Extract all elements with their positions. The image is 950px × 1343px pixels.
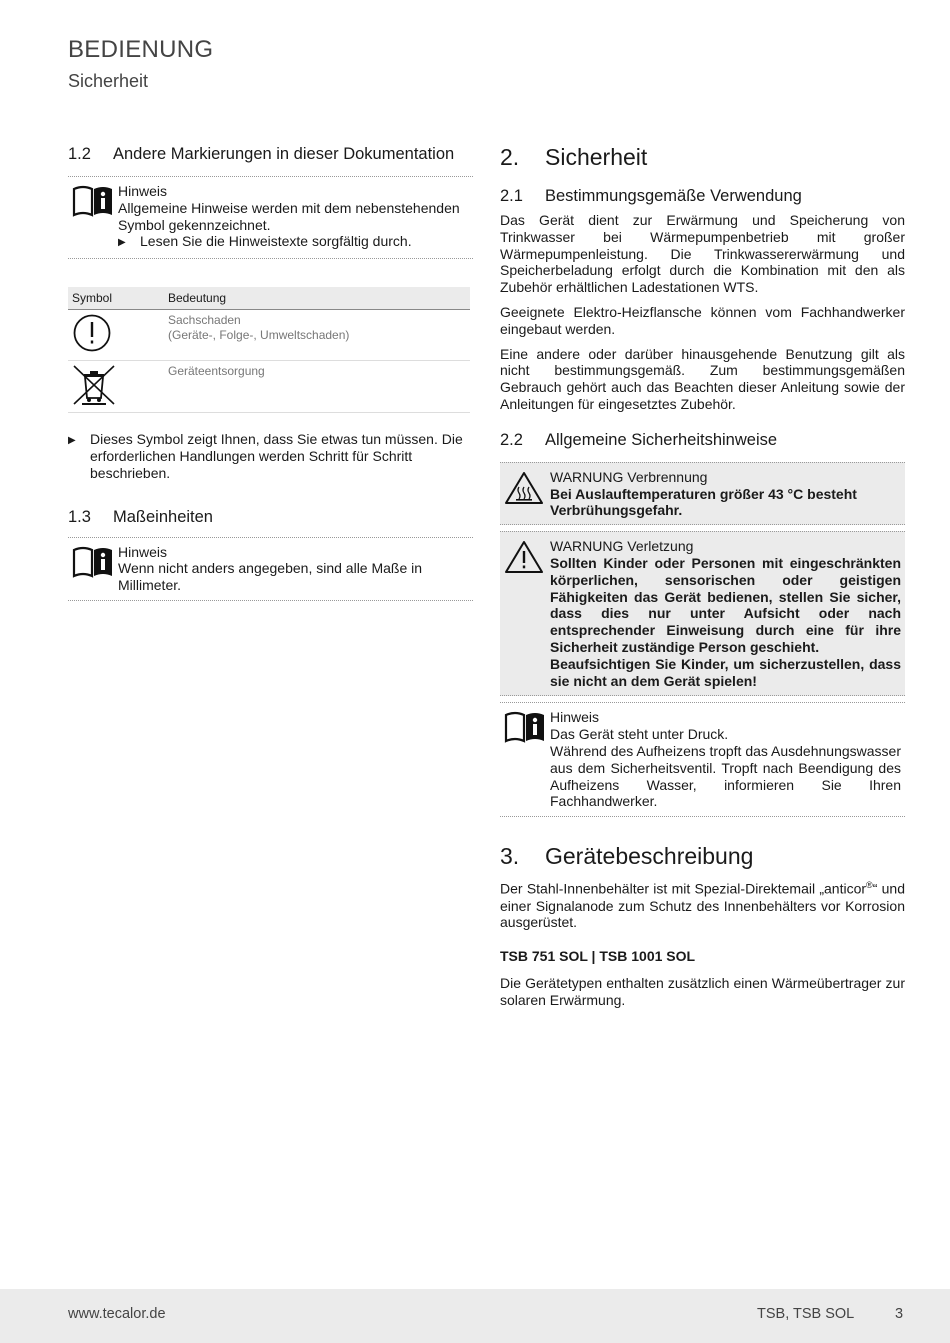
- table-header-row: [68, 287, 470, 310]
- section-number: 1.2: [68, 145, 91, 163]
- column-header-meaning: Bedeutung: [164, 287, 470, 310]
- paragraph: Die Gerätetypen enthalten zusätzlich einen Wärmeübertrager zur solaren Erwärmung.: [500, 974, 905, 1008]
- meaning-damage: Sachschaden: [168, 313, 241, 328]
- page-footer: [0, 1289, 950, 1343]
- section-number: 2.1: [500, 187, 523, 205]
- triangle-right-icon: ▶: [118, 237, 126, 249]
- paragraph-part: Der Stahl-Innenbehälter ist mit Spezial-Direktemail „anticor: [500, 880, 867, 897]
- page-header-title: BEDIENUNG: [68, 36, 214, 63]
- section-number: 2.: [500, 144, 520, 170]
- left-column: [68, 144, 473, 601]
- section-title: Gerätebeschreibung: [545, 843, 754, 870]
- meaning-disposal: Geräteentsorgung: [164, 360, 470, 413]
- section-title: Bestimmungsgemäße Verwendung: [545, 187, 802, 205]
- section-2-heading: [500, 142, 905, 172]
- exclamation-circle-icon: [72, 313, 112, 353]
- section-2-2-heading: [500, 430, 905, 450]
- action-step: [68, 431, 473, 481]
- registered-mark: ®: [866, 880, 873, 891]
- paragraph: Das Gerät dient zur Erwärmung und Speicherung von Trinkwasser bei Wärmepumpenbetrieb mit großer Wärmepumpenleistung. Die Trinkwassererwärmung und Speicherbeladung erfolgt durch die Kombination mit den als Zubehör erhältlichen Ladestationen WTS.: [500, 212, 905, 296]
- warning-box-burn: [500, 462, 905, 525]
- paragraph-part: “ und einer Signalanode zum Schutz des Innenbehälters vor Korrosion ausgerüstet.: [500, 880, 905, 931]
- section-title: Allgemeine Sicherheitshinweise: [545, 430, 778, 449]
- warning-body-supervise: Beaufsichtigen Sie Kinder, um sicherzustellen, dass sie nicht an dem Gerät spielen!: [550, 655, 901, 689]
- book-info-icon: [72, 183, 118, 252]
- hint-body: Das Gerät steht unter Druck.: [550, 726, 729, 743]
- model-heading: TSB 751 SOL | TSB 1001 SOL: [500, 948, 696, 965]
- hint-step: [118, 233, 469, 252]
- book-info-icon: [72, 544, 118, 594]
- footer-model: TSB, TSB SOL: [757, 1306, 855, 1322]
- action-step-text: Dieses Symbol zeigt Ihnen, dass Sie etwas tun müssen. Die erforderlichen Handlungen werden Schritt für Schritt beschrieben.: [90, 431, 463, 481]
- symbol-table: [68, 287, 470, 413]
- page-header-subtitle: Sicherheit: [68, 71, 149, 91]
- page-number: 3: [895, 1306, 904, 1322]
- hint-title: Hinweis: [550, 709, 600, 726]
- meaning-damage-detail: (Geräte-, Folge-, Umweltschaden): [168, 327, 350, 342]
- table-row: [68, 360, 470, 413]
- warning-triangle-icon: [504, 538, 550, 689]
- hint-box: [68, 176, 473, 259]
- crossed-bin-icon: [72, 364, 116, 406]
- paragraph: Geeignete Elektro-Heizflansche können vom Fachhandwerker eingebaut werden.: [500, 303, 905, 337]
- paragraph: Eine andere oder darüber hinausgehende Benutzung gilt als nicht bestimmungsgemäß. Zum bestimmungsgemäßen Gebrauch gehört auch das Beachten dieser Anleitung sowie der Anleitungen für eingesetztes Zubehör.: [500, 345, 905, 412]
- section-2-1-heading: [500, 186, 905, 206]
- footer-url: www.tecalor.de: [68, 1306, 166, 1322]
- hint-step-text: Lesen Sie die Hinweistexte sorgfältig durch.: [140, 233, 412, 250]
- column-header-symbol: Symbol: [68, 287, 164, 310]
- hint-box: [500, 702, 905, 817]
- table-row: [68, 310, 470, 361]
- warning-title: WARNUNG Verletzung: [550, 538, 694, 555]
- section-1-2-heading: [68, 144, 473, 164]
- right-column: [500, 142, 905, 1009]
- section-1-3-heading: [68, 507, 473, 527]
- hint-title: Hinweis: [118, 543, 168, 560]
- warning-body: Sollten Kinder oder Personen mit eingeschränkten körperlichen, sensorischen oder geistigen Fähigkeiten das Gerät bedienen, stellen Sie sicher, dass dies nur unter Aufsicht oder nach entsprechender Einweisung durch eine für ihre Sicherheit zuständige Person geschieht.: [550, 554, 901, 655]
- hint-body: Allgemeine Hinweise werden mit dem nebenstehenden Symbol gekennzeichnet.: [118, 199, 460, 233]
- hint-body: Wenn nicht anders angegeben, sind alle Maße in Millimeter.: [118, 560, 423, 594]
- warning-box-injury: [500, 531, 905, 696]
- hint-title: Hinweis: [118, 183, 168, 199]
- section-3-heading: [500, 841, 905, 871]
- section-number: 3.: [500, 843, 520, 870]
- warning-body: Bei Auslauftemperaturen größer 43 °C besteht Verbrühungsgefahr.: [550, 485, 857, 519]
- triangle-right-icon: ▶: [68, 435, 76, 447]
- paragraph: [500, 877, 905, 931]
- hint-body-detail: Während des Aufheizens tropft das Ausdehnungswasser aus dem Sicherheitsventil. Tropft nach Beendigung des Aufheizens Wasser, informieren Sie Ihren Fachhandwerker.: [550, 742, 901, 810]
- section-title: Sicherheit: [545, 144, 648, 170]
- hot-surface-warning-icon: [504, 469, 550, 519]
- hint-box: [68, 537, 473, 601]
- warning-title: WARNUNG Verbrennung: [550, 468, 708, 485]
- section-number: 1.3: [68, 507, 91, 526]
- section-title: Maßeinheiten: [113, 507, 213, 526]
- section-title: Andere Markierungen in dieser Dokumentation: [113, 145, 455, 163]
- section-number: 2.2: [500, 430, 523, 449]
- book-info-icon: [504, 709, 550, 810]
